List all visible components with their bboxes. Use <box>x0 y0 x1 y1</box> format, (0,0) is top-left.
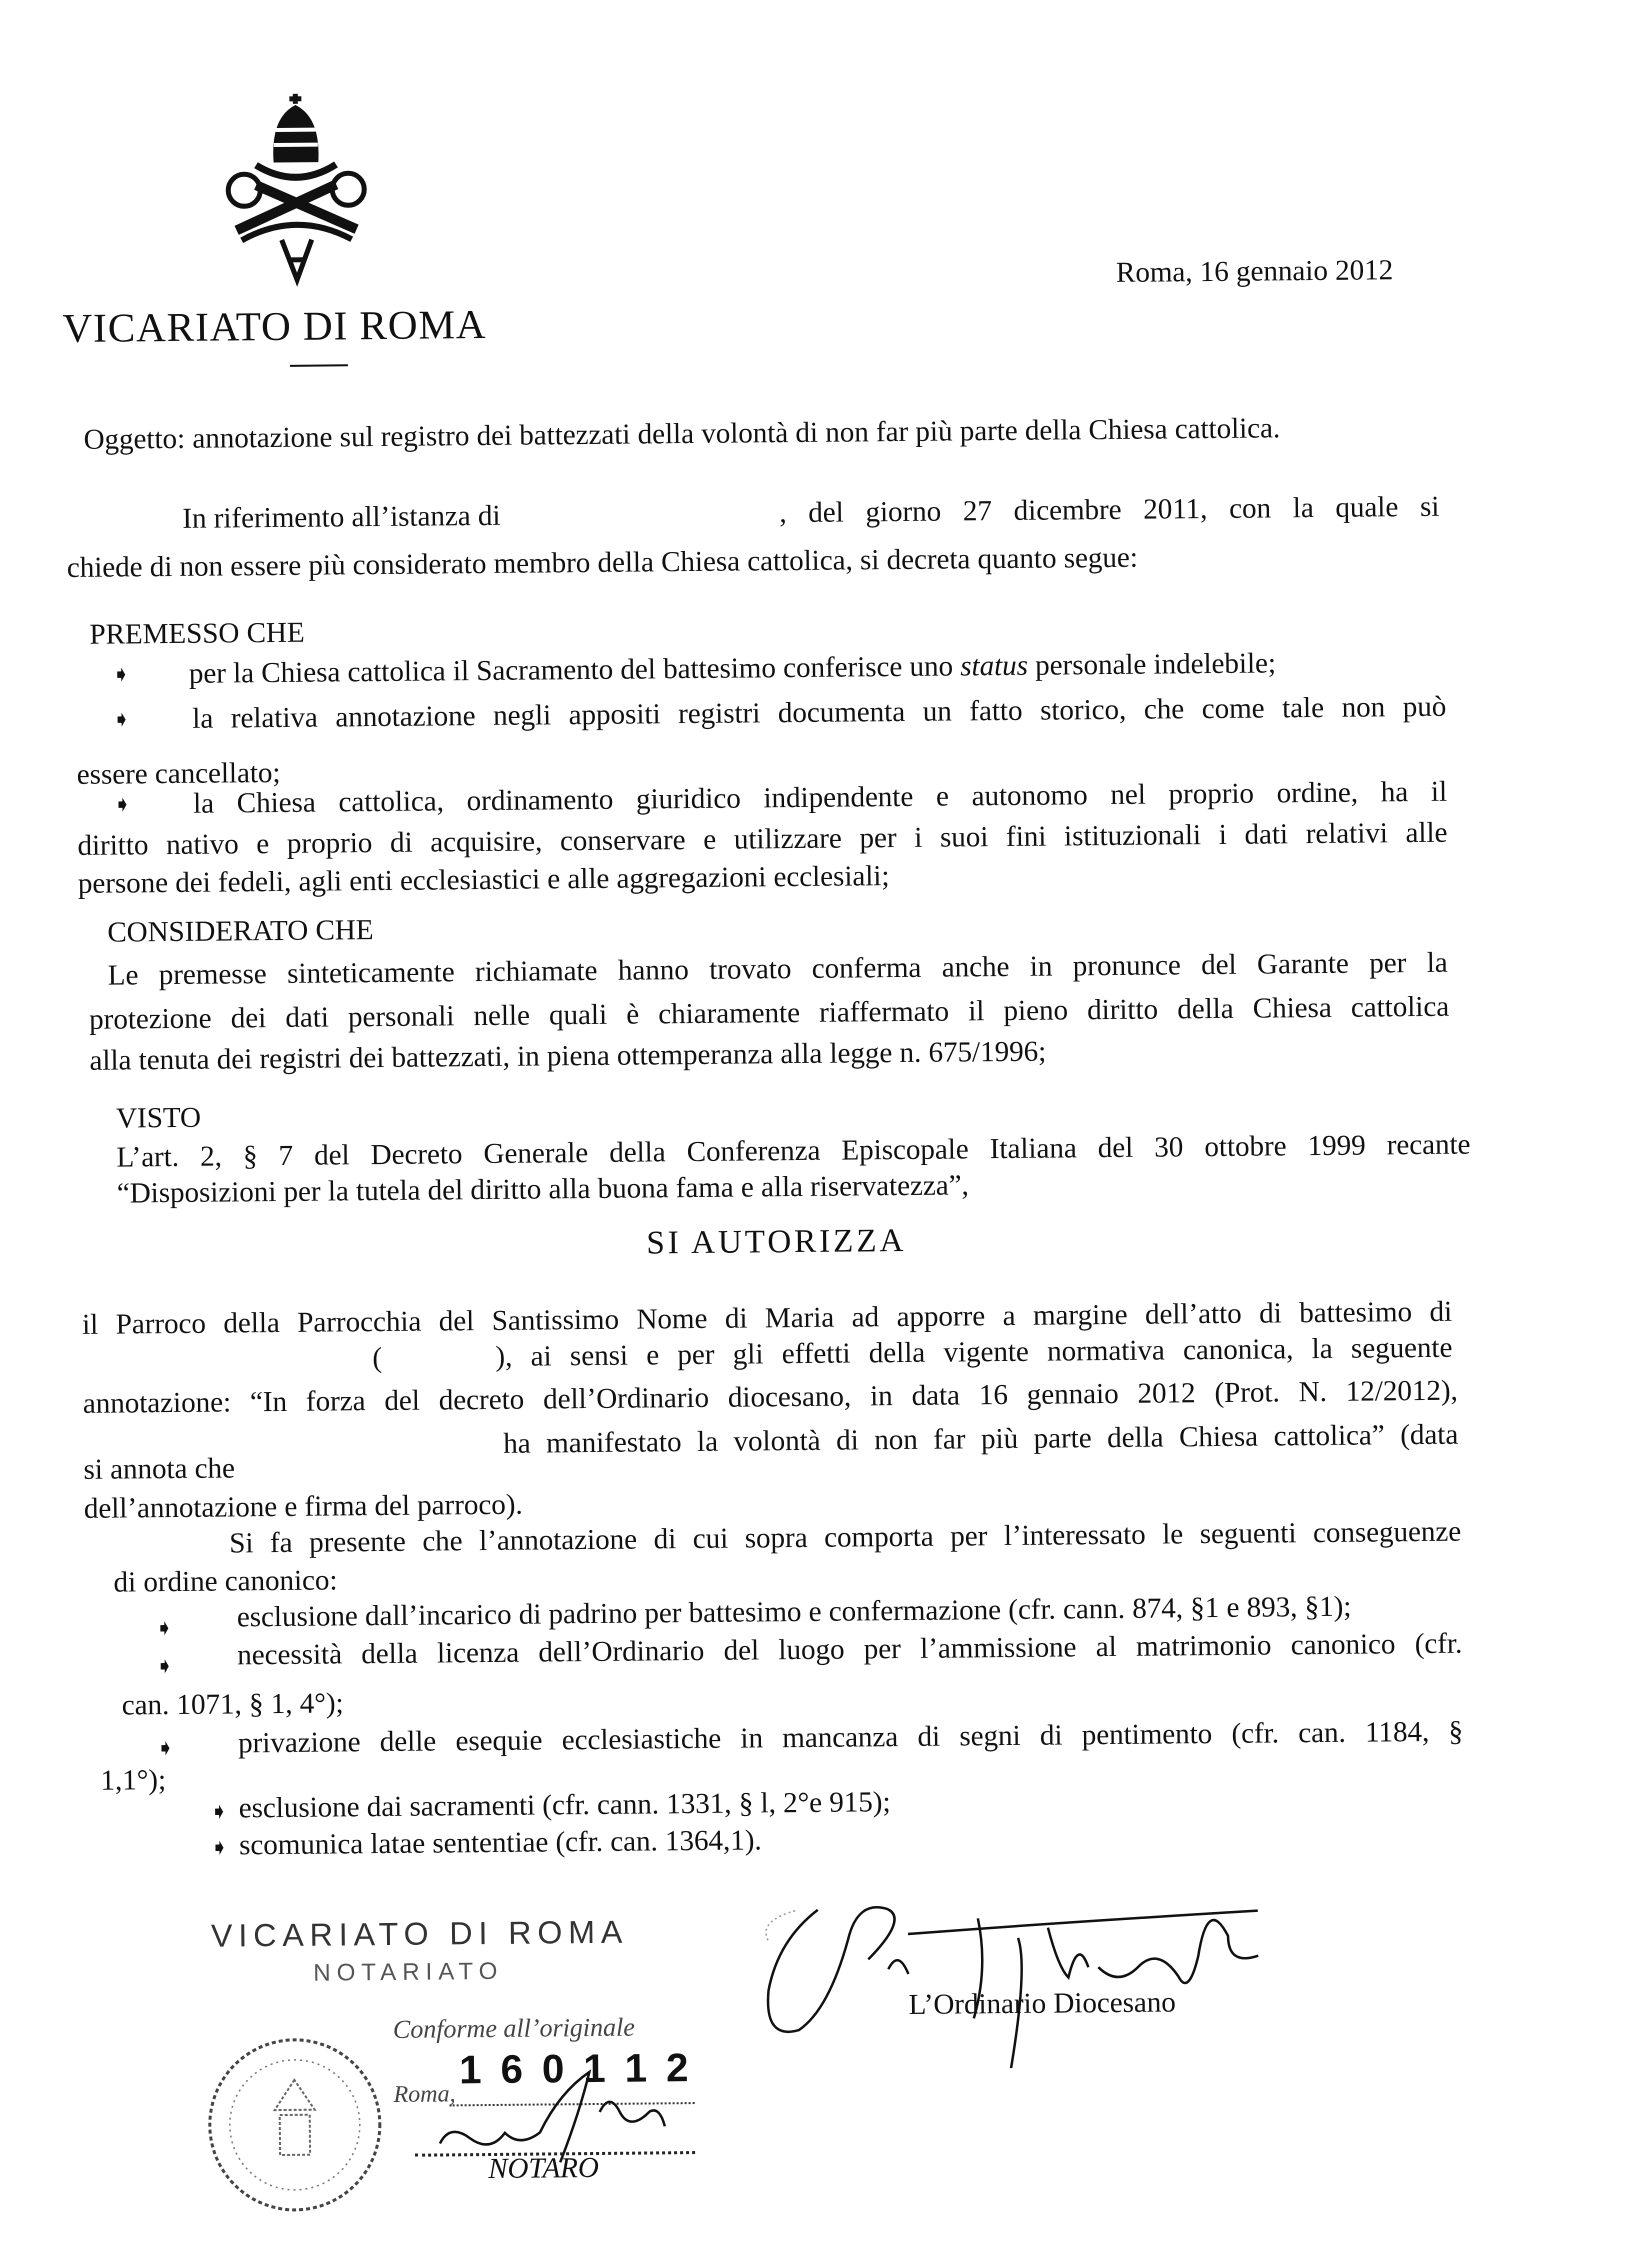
premesso-line-2: la relativa annotazione negli appositi registri documenta un fatto storico, che come tale non può <box>192 690 1447 735</box>
premesso-line-6: persone dei fedeli, agli enti ecclesiastici e alle aggregazioni ecclesiali; <box>77 860 890 900</box>
ordinary-signature <box>757 1875 1359 2071</box>
considerato-heading: CONSIDERATO CHE <box>107 914 374 949</box>
visto-line-2: “Disposizioni per la tutela del diritto alla buona fama e alla riservatezza”, <box>116 1169 969 1210</box>
bullet-arrow-icon: ➧ <box>210 1834 229 1860</box>
intro-line-1a: In riferimento all’istanza di <box>182 499 501 535</box>
papal-coat-of-arms-logo <box>215 89 377 291</box>
document-date: Roma, 16 gennaio 2012 <box>1115 254 1394 289</box>
bullet-arrow-icon: ➧ <box>209 1798 229 1824</box>
stamp-vicariato: VICARIATO DI ROMA <box>210 1913 629 1954</box>
intro-line-1b: , del giorno 27 dicembre 2011, con la quale si <box>779 490 1440 530</box>
premesso-line-5: diritto nativo e proprio di acquisire, conservare e utilizzare per i suoi fini istituzionali i dati relativi alle <box>77 816 1448 862</box>
authorization-line-7: di ordine canonico: <box>113 1564 338 1599</box>
premesso-line-3: essere cancellato; <box>76 756 281 791</box>
considerato-line-3: alla tenuta dei registri dei battezzati, in piena ottemperanza alla legge n. 675/1996; <box>89 1035 1047 1077</box>
premesso-line-1-text: per la Chiesa cattolica il Sacramento del battesimo conferisce uno <box>188 650 954 690</box>
bullet-arrow-icon: ➧ <box>155 1653 174 1679</box>
bullet-arrow-icon: ➧ <box>154 1615 174 1641</box>
consequence-3: privazione delle esequie ecclesiastiche in mancanza di segni di pentimento (cfr. can. 1184, § <box>237 1715 1464 1760</box>
ordinary-title: L’Ordinario Diocesano <box>908 1986 1176 2021</box>
intro-line-2: chiede di non essere più considerato membro della Chiesa cattolica, si decreta quanto segue: <box>66 541 1138 585</box>
stamp-roma: Roma, <box>393 2081 456 2108</box>
visto-heading: VISTO <box>115 1101 202 1135</box>
bullet-arrow-icon: ➧ <box>156 1735 175 1761</box>
consequence-4: esclusione dai sacramenti (cfr. cann. 1331, § l, 2°e 915); <box>238 1786 891 1825</box>
title-divider <box>290 364 348 367</box>
consequence-1: esclusione dall’incarico di padrino per battesimo e confermazione (cfr. cann. 874, §1 e 893, §1); <box>236 1590 1352 1634</box>
subject-line: Oggetto: annotazione sul registro dei battezzati della volontà di non far più parte della Chiesa cattolica. <box>83 412 1281 456</box>
premesso-heading: PREMESSO CHE <box>89 616 305 651</box>
consequence-2: necessità della licenza dell’Ordinario del luogo per l’ammissione al matrimonio canonico (cfr. <box>237 1627 1463 1672</box>
bullet-arrow-icon: ➧ <box>112 706 131 732</box>
authorization-line-5: dell’annotazione e firma del parroco). <box>83 1488 523 1525</box>
institution-title: VICARIATO DI ROMA <box>62 300 487 352</box>
bullet-arrow-icon: ➧ <box>113 791 132 817</box>
considerato-line-2: protezione dei dati personali nelle quali è chiaramente riaffermato il pieno diritto della Chiesa cattolica <box>89 990 1450 1036</box>
premesso-line-1 <box>189 647 1276 689</box>
authorization-line-6: Si fa presente che l’annotazione di cui sopra comporta per l’interessato le seguenti conseguenze <box>229 1515 1462 1560</box>
notary-seal-icon <box>199 2029 391 2221</box>
stamp-notariato: NOTARIATO <box>313 1957 504 1987</box>
consequence-2-cont: can. 1071, § 1, 4°); <box>121 1687 344 1722</box>
authorization-heading: SI AUTORIZZA <box>646 1222 907 1262</box>
premesso-line-4: la Chiesa cattolica, ordinamento giuridico indipendente e autonomo nel proprio ordine, ha il <box>192 775 1448 820</box>
authorization-line-4-prefix: si annota che <box>83 1452 236 1486</box>
stamp-notaro: NOTARO <box>488 2151 600 2186</box>
visto-line-1: L’art. 2, § 7 del Decreto Generale della Conferenza Episcopale Italiana del 30 ottobre 1999 recante <box>116 1128 1471 1174</box>
considerato-line-1: Le premesse sinteticamente richiamate hanno trovato conferma anche in pronunce del Garante per la <box>107 946 1448 992</box>
stamp-conforme: Conforme all’originale <box>392 2012 635 2044</box>
premesso-line-1-end: personale indelebile; <box>1035 647 1277 682</box>
consequence-5: scomunica latae sententiae (cfr. can. 1364,1). <box>238 1824 762 1862</box>
authorization-line-2: ), ai sensi e per gli effetti della vigente normativa canonica, la seguente <box>495 1331 1453 1373</box>
authorization-line-3: annotazione: “In forza del decreto dell’Ordinario diocesano, in data 16 gennaio 2012 (Prot. N. 12/2012), <box>82 1374 1458 1420</box>
authorization-line-4: ha manifestato la volontà di non far più parte della Chiesa cattolica” (data <box>503 1418 1459 1460</box>
bullet-arrow-icon: ➧ <box>111 661 131 687</box>
authorization-line-1: il Parroco della Parrocchia del Santissimo Nome di Maria ad apporre a margine dell’atto di battesimo di <box>81 1295 1453 1341</box>
stamp-number: 1 6 0 1 1 2 <box>459 2046 693 2093</box>
consequence-3-cont: 1,1°); <box>100 1764 167 1797</box>
redacted-paren-open: ( <box>372 1342 383 1375</box>
premesso-status-italic: status <box>960 649 1029 683</box>
